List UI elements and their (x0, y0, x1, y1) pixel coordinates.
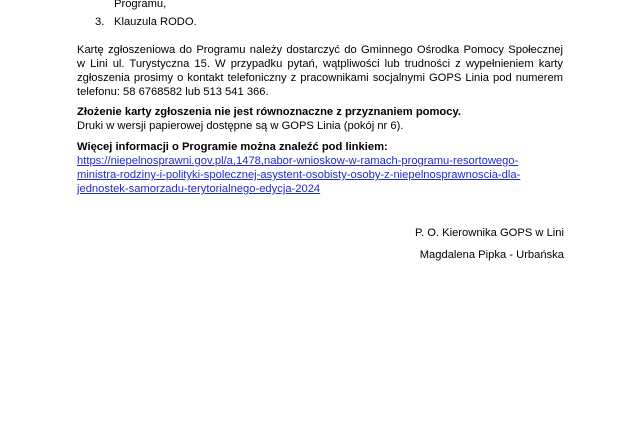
program-link-line[interactable]: https://niepelnosprawni.gov.pl/a,1478,nabor-wnioskow-w-ramach-programu-resortowego- (77, 155, 519, 167)
notice-bold-text: Złożenie karty zgłoszenia nie jest równoznaczne z przyznaniem pomocy. (77, 106, 461, 118)
list-item-text: Programu, (114, 0, 167, 10)
list-item-continuation (114, 0, 166, 11)
notice-text: Druki w wersji papierowej dostępne są w GOPS Linia (pokój nr 6). (77, 120, 404, 132)
signature-title: P. O. Kierownika GOPS w Lini (414, 227, 564, 239)
paragraph-line: Kartę zgłoszeniowa do Programu należy dostarczyć do Gminnego Ośrodka Pomocy Społecznej (77, 44, 563, 56)
notice-paragraph (77, 105, 563, 133)
paragraph-line: w Lini ul. Turystyczna 15. W przypadku pytań, wątpliwości lub trudności z wypełnieniem karty (77, 58, 563, 70)
list-item (95, 15, 197, 29)
paragraph-line: zgłoszenia prosimy o kontakt telefoniczny z pracownikami socjalnymi GOPS Linia pod numerem (77, 72, 563, 84)
program-link-line[interactable]: ministra-rodziny-i-polityki-spolecznej-asystent-osobisty-osoby-z-niepelnosprawnoscia-dla- (77, 169, 521, 181)
program-link-line[interactable]: jednostek-samorzadu-terytorialnego-edycja-2024 (77, 183, 321, 195)
more-info-paragraph (77, 140, 563, 196)
more-info-heading: Więcej informacji o Programie można znaleźć pod linkiem: (77, 141, 388, 153)
list-item-text: Klauzula RODO. (114, 16, 197, 28)
submission-paragraph (77, 43, 563, 99)
list-item-number: 3. (95, 16, 105, 28)
signature-name: Magdalena Pipka - Urbańska (419, 249, 564, 261)
paragraph-line: telefonu: 58 6768582 lub 513 541 366. (77, 86, 269, 98)
